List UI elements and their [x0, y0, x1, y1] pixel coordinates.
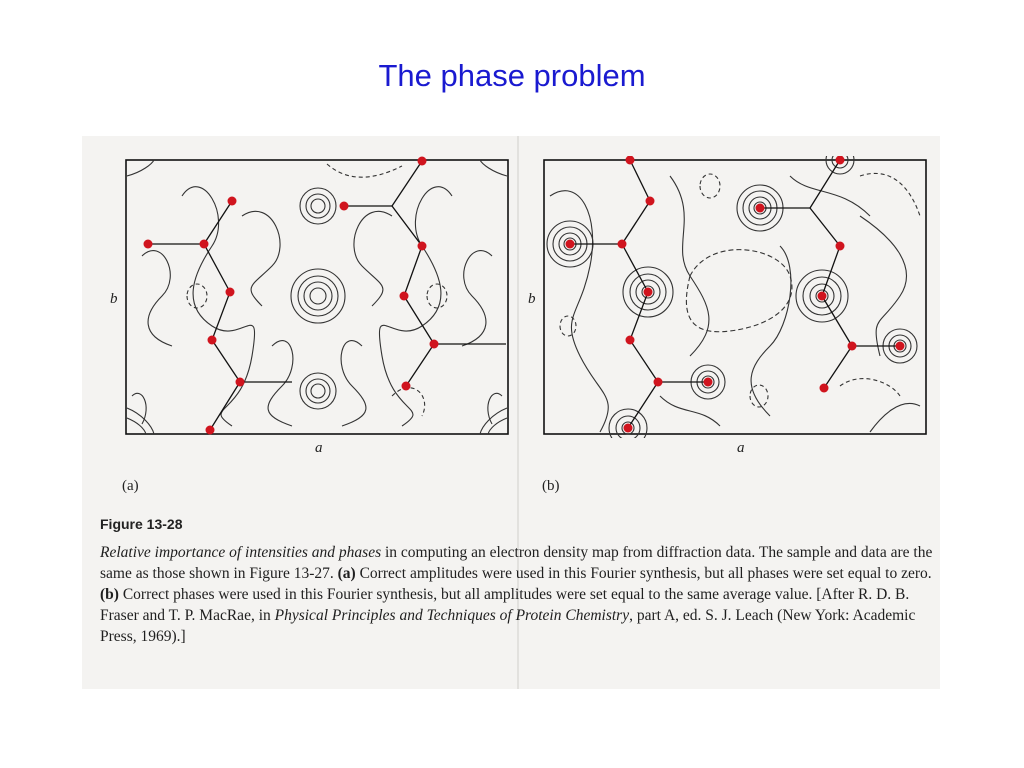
caption-credit-post: , part A, ed. S. J. Leach (New York: Academic Press, 1969).]: [100, 607, 916, 645]
panel-label-a: (a): [122, 478, 139, 494]
caption-italic-lead: Relative importance of intensities and phases: [100, 544, 382, 561]
slide-title: The phase problem: [378, 58, 646, 93]
caption-line1: in computing an electron density map from diffraction data.: [381, 544, 756, 561]
density-map-a: [122, 156, 512, 438]
axis-a-label-b: a: [737, 440, 745, 456]
caption-line4: Correct phases were used in this Fourier synthesis, but all amplitudes were set equal to the same average value.: [118, 586, 813, 603]
axis-b-label-b: b: [528, 291, 536, 307]
scanned-figure: [82, 136, 940, 689]
panel-label-b: (b): [542, 478, 560, 494]
caption-marker-a: (a): [337, 565, 356, 582]
figure-number: Figure 13-28: [100, 516, 183, 532]
density-map-b: [540, 156, 930, 438]
caption-credit-book: Physical Principles and Techniques of Protein Chemistry: [274, 607, 630, 624]
axis-a-label-a: a: [315, 440, 323, 456]
caption-marker-b: (b): [100, 586, 119, 603]
caption-line2: The sample and data are the same as those shown in Figure 13-27.: [100, 544, 933, 582]
caption-credit-pre: [After R. D. B. Fraser and T. P. MacRae, in: [100, 586, 910, 624]
figure-caption: [100, 542, 935, 647]
caption-line3: Correct amplitudes were used in this Fourier synthesis, but all phases were set equal to zero.: [355, 565, 932, 582]
axis-b-label-a: b: [110, 291, 118, 307]
